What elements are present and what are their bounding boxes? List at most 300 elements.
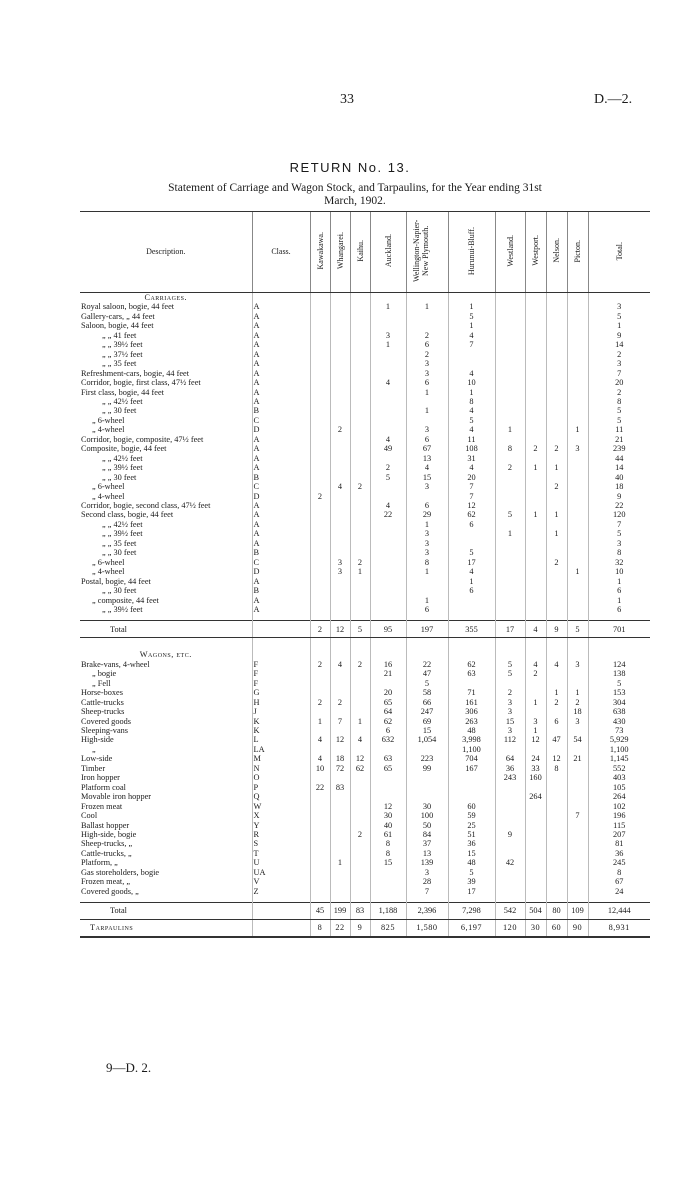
row-value: 3 [406,425,448,434]
section-heading: Wagons, etc. [139,650,192,660]
row-value [310,877,330,886]
row-value [370,605,406,614]
row-total: 1 [588,321,650,330]
row-value: 12 [546,754,567,763]
tarpaulins-value: 6,197 [448,920,495,938]
row-class: A [252,340,310,349]
row-value: 47 [406,669,448,678]
empty-cell [448,650,495,659]
row-value [310,397,330,406]
row-value [525,577,546,586]
row-value [567,406,588,415]
row-value: 3 [330,558,350,567]
row-value: 47 [546,735,567,744]
row-value [350,577,370,586]
row-value: 1 [567,567,588,576]
row-value [546,577,567,586]
row-total: 304 [588,698,650,707]
row-description: „ „ 39½ feet [102,340,143,350]
row-value [310,369,330,378]
row-value: 1 [546,529,567,538]
empty-cell [252,903,310,920]
row-value [525,586,546,595]
row-value [310,359,330,368]
row-value [567,520,588,529]
table-row [80,369,650,378]
row-value: 160 [525,773,546,782]
row-value: 1 [370,302,406,311]
row-value: 1 [330,858,350,867]
row-value [495,567,525,576]
row-value [330,350,350,359]
row-value [525,839,546,848]
row-value [330,669,350,678]
row-description: „ 6-wheel [92,415,125,425]
row-class: C [252,558,310,567]
row-value [350,473,370,482]
total-value: 9 [546,621,567,638]
row-value: 5 [448,868,495,877]
row-value [525,331,546,340]
row-value [330,707,350,716]
row-description: „ „ 39½ feet [102,463,143,473]
row-value [350,669,370,678]
row-value: 40 [370,821,406,830]
row-total: 8 [588,548,650,557]
row-value [495,792,525,801]
row-value: 9 [495,830,525,839]
row-class: H [252,698,310,707]
header-row [80,212,650,293]
row-value: 67 [406,444,448,453]
row-class: W [252,802,310,811]
row-value [330,745,350,754]
row-value [567,764,588,773]
col-header-nelson: Nelson. [546,212,567,293]
row-value [495,877,525,886]
table-row [80,558,650,567]
row-value [546,435,567,444]
tarpaulins-value: 9 [350,920,370,938]
col-header-picton: Picton. [567,212,588,293]
row-value [546,745,567,754]
row-total: 245 [588,858,650,867]
row-value [310,321,330,330]
row-value [370,388,406,397]
table-row [80,745,650,754]
row-value [546,773,567,782]
row-value [350,707,370,716]
row-value [330,877,350,886]
row-value [310,378,330,387]
empty-cell [310,293,330,303]
row-value [495,802,525,811]
row-value [310,830,330,839]
row-value [330,548,350,557]
row-total: 5,929 [588,735,650,744]
row-value [310,839,330,848]
row-value [567,359,588,368]
table-row [80,510,650,519]
row-value [567,539,588,548]
row-value [310,302,330,311]
row-description: Second class, bogie, 44 feet [81,510,174,520]
empty-cell [546,638,567,651]
row-value [567,331,588,340]
row-description: Cool [81,811,98,821]
row-class: K [252,717,310,726]
row-class: C [252,482,310,491]
row-class: A [252,331,310,340]
row-value [546,331,567,340]
row-value [350,745,370,754]
document-reference: D.—2. [594,92,633,107]
tarpaulins-value: 60 [546,920,567,938]
row-value [330,302,350,311]
row-value [350,425,370,434]
row-value [370,520,406,529]
row-value [567,605,588,614]
row-value: 3 [406,369,448,378]
row-value [546,839,567,848]
row-value [350,406,370,415]
row-value: 13 [406,454,448,463]
row-value [330,726,350,735]
row-value [330,679,350,688]
row-value: 3 [406,868,448,877]
row-description: Postal, bogie, 44 feet [81,576,151,586]
table-row [80,473,650,482]
row-value: 4 [546,660,567,669]
row-value: 62 [370,717,406,726]
row-value [525,745,546,754]
row-value: 1 [406,302,448,311]
empty-cell [350,293,370,303]
row-value [546,830,567,839]
row-value [370,567,406,576]
empty-cell [350,638,370,651]
row-value [546,868,567,877]
footer-signature: 9—D. 2. [106,1060,152,1075]
row-value [567,510,588,519]
row-value: 263 [448,717,495,726]
row-value [525,397,546,406]
row-value [310,868,330,877]
row-value: 15 [370,858,406,867]
row-value: 54 [567,735,588,744]
table-row [80,340,650,349]
row-value [310,435,330,444]
row-value [525,435,546,444]
row-value [350,726,370,735]
row-value: 306 [448,707,495,716]
row-value: 22 [310,783,330,792]
row-value: 8 [406,558,448,567]
table-row [80,754,650,763]
row-value [495,454,525,463]
row-value: 17 [448,558,495,567]
row-value [495,312,525,321]
row-value: 62 [448,510,495,519]
row-value [525,811,546,820]
total-value: 504 [525,903,546,920]
row-total: 403 [588,773,650,782]
row-class: Q [252,792,310,801]
row-value [310,707,330,716]
row-value [350,463,370,472]
row-value [310,444,330,453]
row-description: Platform coal [81,782,126,792]
row-value: 83 [330,783,350,792]
grand-total: 701 [588,621,650,638]
row-description: Iron hopper [81,773,120,783]
table-row [80,406,650,415]
row-value [495,586,525,595]
row-value [350,388,370,397]
row-value: 5 [448,548,495,557]
row-value [525,877,546,886]
row-value: 1 [525,726,546,735]
row-value: 21 [567,754,588,763]
row-value [525,887,546,896]
row-value [546,679,567,688]
row-value [370,454,406,463]
row-value: 62 [350,764,370,773]
row-value: 29 [406,510,448,519]
row-class: R [252,830,310,839]
row-total: 7 [588,369,650,378]
row-value [310,802,330,811]
row-value [525,529,546,538]
row-class: X [252,811,310,820]
row-value [330,369,350,378]
row-value [546,887,567,896]
row-class: A [252,577,310,586]
tarpaulins-label: Tarpaulins [80,920,252,938]
row-value [350,811,370,820]
subtitle-line-1: Statement of Carriage and Wagon Stock, and Tarpaulins, for the Year ending 31st [168,182,542,194]
row-value: 6 [406,378,448,387]
row-value: 6 [448,520,495,529]
table-row [80,539,650,548]
row-value [350,688,370,697]
row-value [406,586,448,595]
row-value [310,596,330,605]
row-value [448,539,495,548]
row-description: Timber [81,763,106,773]
row-value: 167 [448,764,495,773]
empty-cell [406,650,448,659]
row-value [330,887,350,896]
row-description: „ „ 39½ feet [102,529,143,539]
row-value: 8 [546,764,567,773]
table-row [80,463,650,472]
row-value: 4 [310,754,330,763]
row-value [546,406,567,415]
row-value: 1 [546,688,567,697]
row-value [546,340,567,349]
row-description: Saloon, bogie, 44 feet [81,321,154,331]
page-number: 33 [340,92,354,107]
row-total: 9 [588,331,650,340]
total-value: 17 [495,621,525,638]
row-description: Covered goods [81,716,132,726]
empty-cell [448,293,495,303]
row-value: 4 [525,660,546,669]
total-label: Total [80,621,252,638]
table-row [80,605,650,614]
col-header-hurunui-bluff: Hurunui-Bluff. [448,212,495,293]
row-value [525,482,546,491]
row-value [546,726,567,735]
row-value [567,302,588,311]
row-value: 5 [448,416,495,425]
row-total: 430 [588,717,650,726]
table-row [80,773,650,782]
row-value: 13 [406,849,448,858]
table-row [80,726,650,735]
table-row [80,887,650,896]
section-heading: Carriages. [144,293,188,302]
row-value [546,858,567,867]
row-value: 65 [370,698,406,707]
row-description: First class, bogie, 44 feet [81,387,164,397]
row-value [370,586,406,595]
row-class: P [252,783,310,792]
row-value: 2 [330,425,350,434]
empty-cell [406,293,448,303]
table-row [80,660,650,669]
row-total: 3 [588,359,650,368]
row-value: 2 [406,331,448,340]
table-row [80,792,650,801]
row-value [525,359,546,368]
row-class: O [252,773,310,782]
row-value [567,492,588,501]
row-value: 18 [567,707,588,716]
row-total: 8 [588,868,650,877]
row-value [495,378,525,387]
row-value: 6 [406,435,448,444]
row-value [567,350,588,359]
row-value [567,529,588,538]
row-value [525,321,546,330]
row-value [448,359,495,368]
row-value [525,858,546,867]
row-value [330,529,350,538]
row-value [495,359,525,368]
row-value [370,783,406,792]
row-class: S [252,839,310,848]
table-row [80,378,650,387]
row-description: Low-side [81,754,113,764]
row-value [546,821,567,830]
row-class: A [252,321,310,330]
row-description: High-side [81,735,114,745]
row-value: 33 [525,764,546,773]
row-value: 5 [406,679,448,688]
table-row [80,669,650,678]
spacer-row [80,638,650,651]
row-value: 63 [370,754,406,763]
row-value: 15 [406,726,448,735]
table-row [80,520,650,529]
row-value [525,312,546,321]
empty-cell [406,638,448,651]
row-value: 1 [406,567,448,576]
row-value [448,605,495,614]
table-row [80,435,650,444]
row-value [330,510,350,519]
row-value [567,596,588,605]
row-value [525,425,546,434]
col-header-auckland: Auckland. [370,212,406,293]
row-value: 20 [448,473,495,482]
row-value [350,501,370,510]
row-value [525,492,546,501]
row-total: 638 [588,707,650,716]
row-value [495,388,525,397]
row-value [525,605,546,614]
row-value [350,773,370,782]
row-value [310,849,330,858]
row-value: 2 [525,444,546,453]
row-description: „ „ 42½ feet [102,519,143,529]
row-value [406,321,448,330]
table-row [80,416,650,425]
row-class: G [252,688,310,697]
row-value [525,302,546,311]
row-class: U [252,858,310,867]
row-value [310,669,330,678]
total-value: 5 [350,621,370,638]
row-total: 102 [588,802,650,811]
row-value [495,811,525,820]
row-class: UA [252,868,310,877]
row-class: M [252,754,310,763]
row-value: 4 [406,463,448,472]
table-row [80,444,650,453]
row-value [370,425,406,434]
row-class: A [252,510,310,519]
row-value [567,821,588,830]
total-value: 83 [350,903,370,920]
row-value [406,492,448,501]
row-class: A [252,463,310,472]
row-value: 4 [448,406,495,415]
row-value [546,849,567,858]
row-value [546,707,567,716]
empty-cell [80,638,252,651]
row-value [495,473,525,482]
row-value [567,792,588,801]
row-value [350,586,370,595]
tarpaulins-value: 30 [525,920,546,938]
row-value [350,529,370,538]
section-heading-row [80,293,650,303]
row-value: 2 [546,558,567,567]
table-row [80,698,650,707]
row-description: Platform, „ [81,858,118,868]
section-heading-row [80,650,650,659]
row-value [370,773,406,782]
row-description: „ composite, 44 feet [92,595,159,605]
row-class: F [252,679,310,688]
empty-cell [252,638,310,651]
row-value [370,397,406,406]
row-description: „ „ 42½ feet [102,453,143,463]
empty-cell [252,920,310,938]
